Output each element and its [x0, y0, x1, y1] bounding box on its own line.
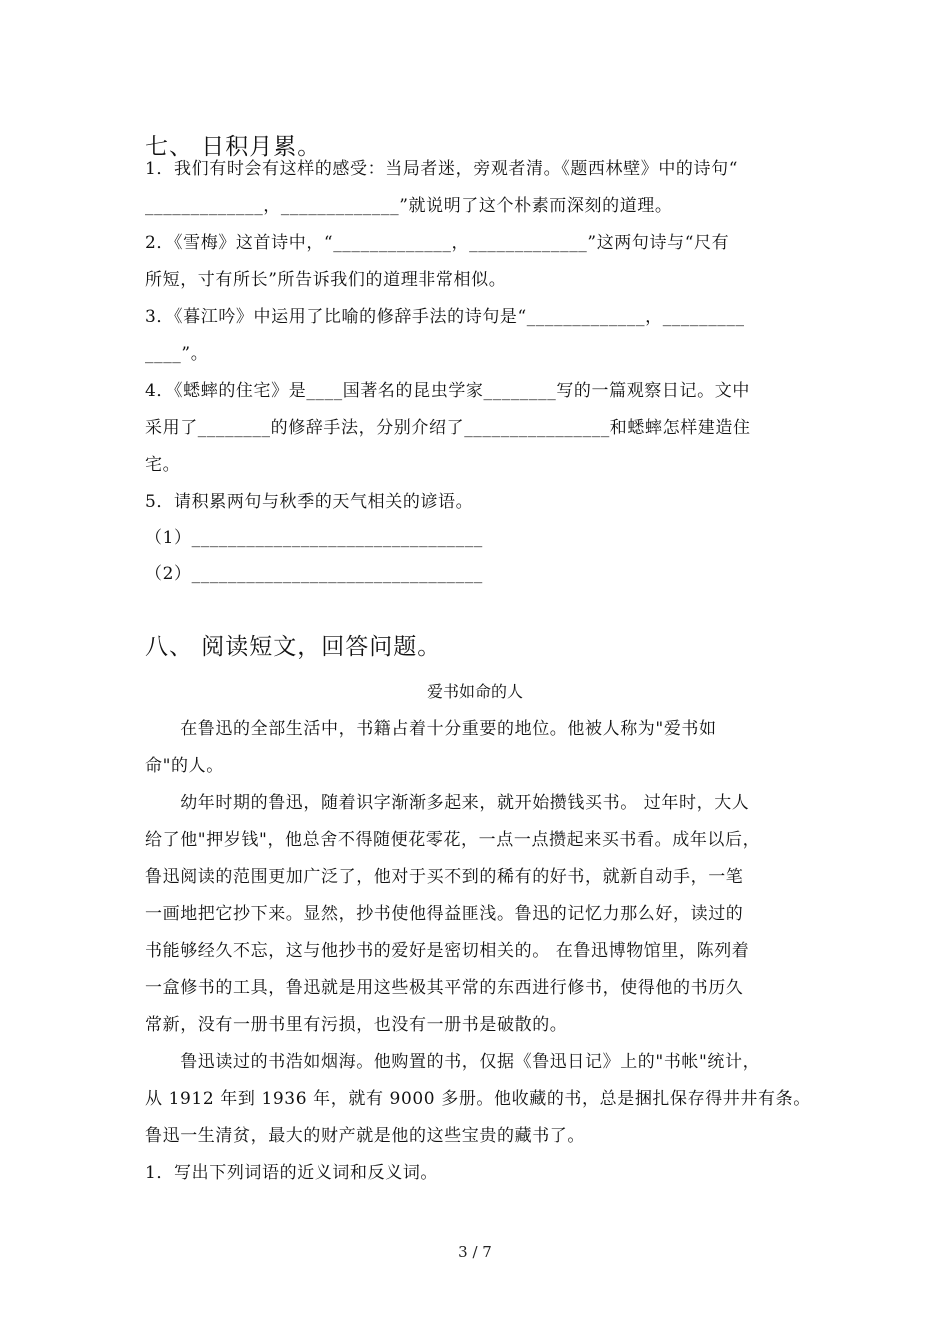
article-line-3: 幼年时期的鲁迅，随着识字渐渐多起来，就开始攒钱买书。 过年时，大人	[145, 793, 750, 813]
article-line-2: 命"的人。	[145, 756, 224, 776]
section-7-heading: 七、 日积月累。	[145, 134, 322, 160]
question-7-5: 5．请积累两句与秋季的天气相关的谚语。	[145, 492, 474, 512]
page-number: 3 / 7	[458, 1243, 492, 1261]
article-line-8: 一盒修书的工具，鲁迅就是用这些极其平常的东西进行修书，使得他的书历久	[145, 978, 744, 998]
question-7-2-line-1: 2．《雪梅》这首诗中，“_____________，_____________”这两句诗与“尺有	[145, 233, 730, 253]
question-8-1: 1．写出下列词语的近义词和反义词。	[145, 1163, 439, 1183]
article-line-10: 鲁迅读过的书浩如烟海。他购置的书，仅据《鲁迅日记》上的"书帐"统计，	[145, 1052, 761, 1072]
article-line-9: 常新，没有一册书里有污损，也没有一册书是破散的。	[145, 1015, 568, 1035]
article-title: 爱书如命的人	[426, 682, 523, 701]
section-8-heading: 八、 阅读短文，回答问题。	[145, 634, 442, 660]
question-7-4-line-1: 4．《蟋蟀的住宅》是____国著名的昆虫学家________写的一篇观察日记。文中	[145, 381, 750, 401]
answer-line-2: （2）________________________________	[145, 564, 483, 584]
article-line-5: 鲁迅阅读的范围更加广泛了，他对于买不到的稀有的好书，就新自动手，一笔	[145, 867, 744, 887]
question-7-1-line-2: _____________，_____________”就说明了这个朴素而深刻的道理。	[145, 196, 673, 216]
article-line-1: 在鲁迅的全部生活中，书籍占着十分重要的地位。他被人称为"爱书如	[145, 719, 717, 739]
question-7-4-line-3: 宅。	[145, 455, 181, 475]
question-7-2-line-2: 所短，寸有所长”所告诉我们的道理非常相似。	[145, 270, 507, 290]
question-7-3-line-1: 3．《暮江吟》中运用了比喻的修辞手法的诗句是“_____________，_________	[145, 307, 745, 327]
question-7-1-line-1: 1．我们有时会有这样的感受：当局者迷，旁观者清。《题西林壁》中的诗句“	[145, 159, 739, 179]
answer-line-1: （1）________________________________	[145, 528, 483, 548]
article-line-12: 鲁迅一生清贫，最大的财产就是他的这些宝贵的藏书了。	[145, 1126, 585, 1146]
question-7-4-line-2: 采用了________的修辞手法，分别介绍了________________和蟋蟀怎样建造住	[145, 418, 751, 438]
article-line-11: 从 1912 年到 1936 年，就有 9000 多册。他收藏的书，总是捆扎保存得井井有条。	[145, 1089, 811, 1109]
question-7-3-line-2: ____”。	[145, 344, 209, 364]
article-line-6: 一画地把它抄下来。显然，抄书使他得益匪浅。鲁迅的记忆力那么好，读过的	[145, 904, 744, 924]
article-line-4: 给了他"押岁钱"，他总舍不得随便花零花，一点一点攒起来买书看。成年以后，	[145, 830, 761, 850]
article-line-7: 书能够经久不忘，这与他抄书的爱好是密切相关的。 在鲁迅博物馆里，陈列着	[145, 941, 750, 961]
